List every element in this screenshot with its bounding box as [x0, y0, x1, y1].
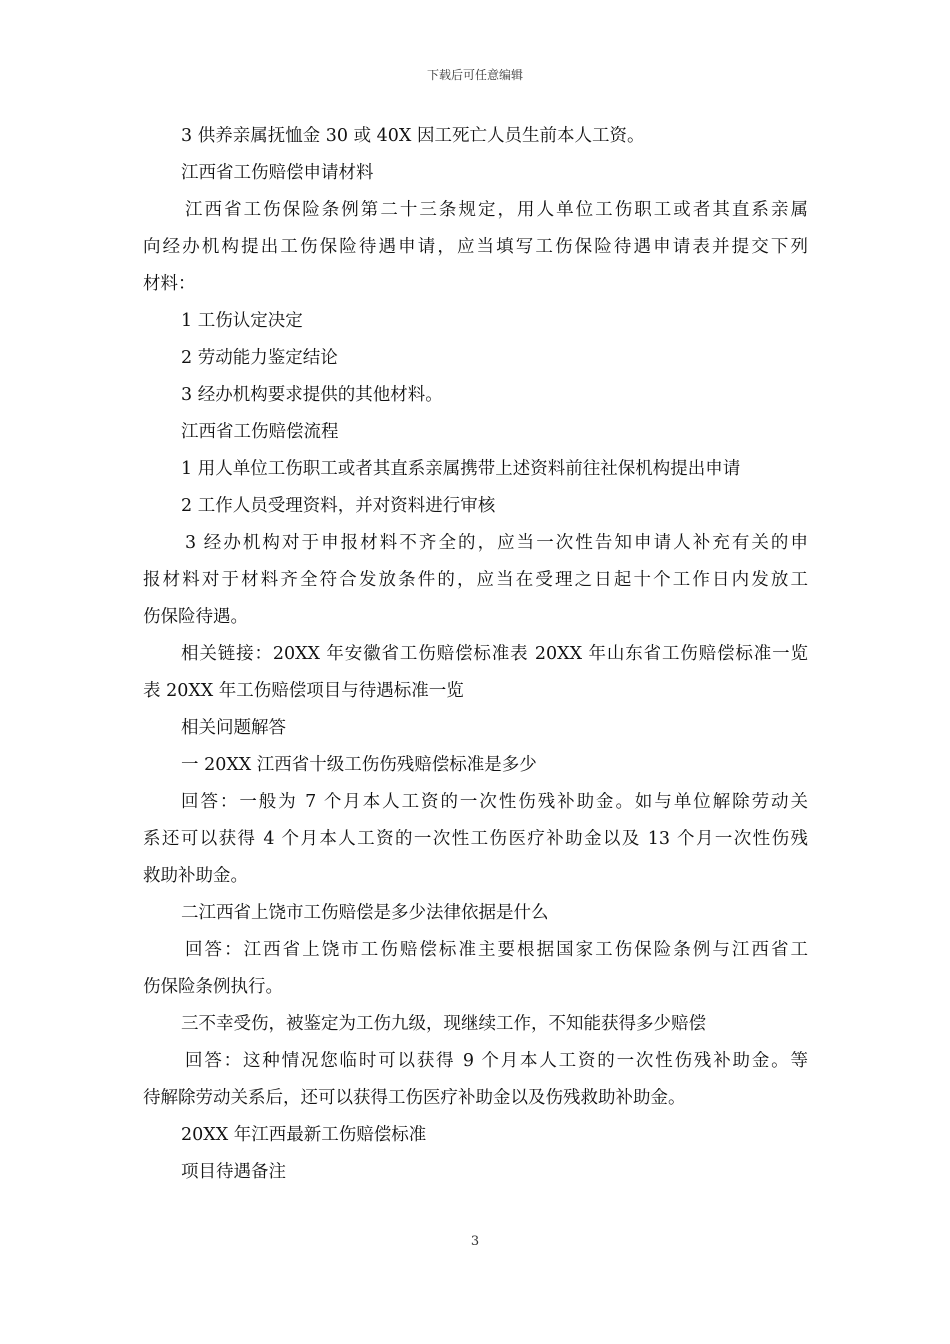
section-heading: 相关问题解答: [181, 718, 286, 738]
paragraph-line: 伤保险待遇。: [143, 607, 248, 627]
paragraph-line: 向经办机构提出工伤保险待遇申请，应当填写工伤保险待遇申请表并提交下列: [143, 237, 808, 257]
paragraph-line: 报材料对于材料齐全符合发放条件的，应当在受理之日起十个工作日内发放工: [143, 570, 808, 590]
page-header: 下载后可任意编辑: [426, 68, 523, 82]
answer-line: 回答：这种情况您临时可以获得 9 个月本人工资的一次性伤残补助金。等: [185, 1051, 808, 1071]
answer-line: 系还可以获得 4 个月本人工资的一次性工伤医疗补助金以及 13 个月一次性伤残: [143, 829, 808, 849]
paragraph-line: 材料：: [143, 274, 196, 294]
list-item: 3 经办机构对于申报材料不齐全的，应当一次性告知申请人补充有关的申: [185, 533, 808, 553]
section-heading: 20XX 年江西最新工伤赔偿标准: [181, 1125, 427, 1145]
list-item: 1 工伤认定决定: [181, 311, 303, 331]
list-item: 2 劳动能力鉴定结论: [181, 348, 338, 368]
question-line: 二江西省上饶市工伤赔偿是多少法律依据是什么: [181, 903, 549, 923]
answer-line: 伤保险条例执行。: [143, 977, 283, 997]
list-item: 2 工作人员受理资料，并对资料进行审核: [181, 496, 496, 516]
list-item: 1 用人单位工伤职工或者其直系亲属携带上述资料前往社保机构提出申请: [181, 459, 741, 479]
answer-line: 待解除劳动关系后，还可以获得工伤医疗补助金以及伤残救助补助金。: [143, 1088, 686, 1108]
answer-line: 回答：一般为 7 个月本人工资的一次性伤残补助金。如与单位解除劳动关: [181, 792, 808, 812]
paragraph-line: 3 供养亲属抚恤金 30 或 40X 因工死亡人员生前本人工资。: [181, 126, 645, 146]
question-line: 三不幸受伤，被鉴定为工伤九级，现继续工作，不知能获得多少赔偿: [181, 1014, 706, 1034]
question-line: 一 20XX 江西省十级工伤伤残赔偿标准是多少: [181, 755, 537, 775]
related-links-line: 表 20XX 年工伤赔偿项目与待遇标准一览: [143, 681, 464, 701]
related-links-line: 相关链接：20XX 年安徽省工伤赔偿标准表 20XX 年山东省工伤赔偿标准一览: [181, 644, 808, 664]
answer-line: 回答：江西省上饶市工伤赔偿标准主要根据国家工伤保险条例与江西省工: [185, 940, 808, 960]
section-heading: 江西省工伤赔偿申请材料: [181, 163, 374, 183]
page-number: 3: [470, 1234, 480, 1249]
table-header-line: 项目待遇备注: [181, 1162, 286, 1182]
answer-line: 救助补助金。: [143, 866, 248, 886]
document-body: [143, 118, 808, 1191]
paragraph-line: 江西省工伤保险条例第二十三条规定，用人单位工伤职工或者其直系亲属: [185, 200, 808, 220]
section-heading: 江西省工伤赔偿流程: [181, 422, 339, 442]
list-item: 3 经办机构要求提供的其他材料。: [181, 385, 443, 405]
